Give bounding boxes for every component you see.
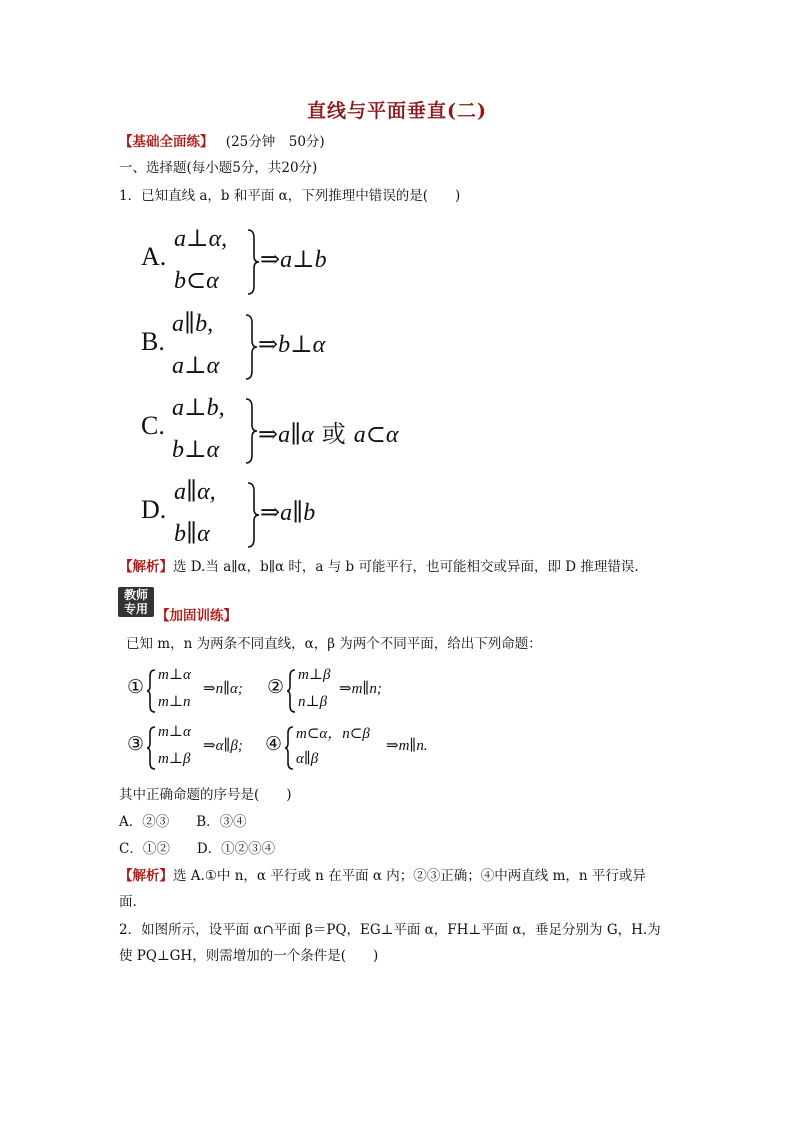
- extra-analysis-line1: 选 A.①中 n，α 平行或 n 在平面 α 内；②③正确；④中两直线 m，n 平行或异: [173, 868, 646, 884]
- choices-row-1: A．②③ B．③④: [119, 814, 247, 830]
- option-b-line2: a⊥α: [172, 353, 220, 379]
- option-c-result-group: [258, 414, 399, 449]
- prop-1-bottom: m⊥n: [158, 694, 191, 710]
- option-c-result: ⇒a∥α: [258, 422, 314, 448]
- prop-1-top: m⊥α: [158, 667, 191, 683]
- option-b-letter: B.: [141, 327, 165, 356]
- prop-4-brace: [284, 725, 294, 771]
- extra-analysis-tag: 【解析】: [119, 868, 173, 884]
- prop-2-bottom: n⊥β: [298, 694, 328, 710]
- section-tag: 【基础全面练】: [119, 134, 214, 150]
- analysis-text: 选 D.当 a∥α，b∥α 时，a 与 b 可能平行，也可能相交或异面，即 D 推理错误.: [173, 559, 639, 575]
- badge-line1: 教师: [123, 588, 148, 602]
- prop-4-result: ⇒m∥n.: [386, 738, 428, 754]
- option-b-line1: a∥b,: [172, 311, 214, 337]
- option-c-result2: a⊂α: [353, 422, 399, 448]
- option-d-brace: [246, 481, 260, 549]
- option-a-brace: [246, 228, 260, 296]
- option-c-letter: C.: [141, 411, 165, 440]
- option-c-brace: [244, 397, 258, 465]
- question-1-analysis: [119, 557, 639, 577]
- prop-4-top: m⊂α，n⊂β: [296, 726, 370, 742]
- option-a-letter: A.: [141, 242, 167, 271]
- option-d-result: ⇒a∥b: [260, 500, 316, 526]
- part-heading: 一、选择题(每小题5分，共20分): [119, 160, 318, 176]
- option-d-line2: b∥α: [174, 521, 210, 547]
- prop-3-top: m⊥α: [158, 724, 191, 740]
- badge-line2: 专用: [123, 602, 148, 616]
- option-d-line1: a∥α,: [174, 479, 216, 505]
- section-time: (25分钟 50分): [225, 134, 325, 150]
- extra-question: 其中正确命题的序号是( ): [119, 787, 292, 803]
- section-header: [119, 132, 325, 152]
- extra-stem: 已知 m，n 为两条不同直线，α，β 为两个不同平面，给出下列命题：: [126, 636, 542, 652]
- question-2-line2: 使 PQ⊥GH，则需增加的一个条件是( ): [119, 948, 379, 964]
- prop-1-number: ①: [127, 676, 145, 698]
- option-a-line1: a⊥α,: [174, 226, 228, 252]
- prop-3-bottom: m⊥β: [158, 751, 191, 767]
- prop-4-number: ④: [265, 733, 283, 755]
- analysis-tag: 【解析】: [119, 559, 173, 575]
- page-title: 直线与平面垂直(二): [307, 100, 487, 122]
- option-c-line1: a⊥b,: [172, 395, 225, 421]
- prop-4-bottom: α∥β: [296, 751, 319, 767]
- option-a-line2: b⊂α: [174, 268, 219, 294]
- prop-2-brace: [286, 668, 296, 714]
- question-1-stem: 1．已知直线 a，b 和平面 α，下列推理中错误的是( ): [119, 188, 461, 204]
- option-a-result: ⇒a⊥b: [260, 247, 327, 273]
- option-c-or: 或: [321, 422, 346, 448]
- prop-3-result: ⇒α∥β;: [203, 738, 243, 754]
- option-b-result: ⇒b⊥α: [258, 332, 326, 358]
- prop-3-brace: [146, 725, 156, 771]
- teacher-only-badge: [118, 587, 154, 617]
- option-d-letter: D.: [141, 495, 167, 524]
- prop-2-top: m⊥β: [298, 667, 331, 683]
- extra-analysis: [119, 866, 646, 886]
- prop-1-result: ⇒n∥α;: [203, 681, 243, 697]
- option-b-brace: [244, 313, 258, 381]
- prop-3-number: ③: [127, 733, 145, 755]
- choices-row-2: C．①② D．①②③④: [119, 841, 276, 857]
- prop-2-number: ②: [267, 676, 285, 698]
- option-c-line2: b⊥α: [172, 437, 220, 463]
- question-2-line1: 2．如图所示，设平面 α∩平面 β＝PQ，EG⊥平面 α，FH⊥平面 α，垂足分别为 G，H.为: [119, 922, 661, 938]
- prop-2-result: ⇒m∥n;: [339, 681, 382, 697]
- extra-analysis-line2: 面.: [119, 894, 137, 910]
- prop-1-brace: [146, 668, 156, 714]
- extra-practice-tag: 【加固训练】: [156, 608, 237, 624]
